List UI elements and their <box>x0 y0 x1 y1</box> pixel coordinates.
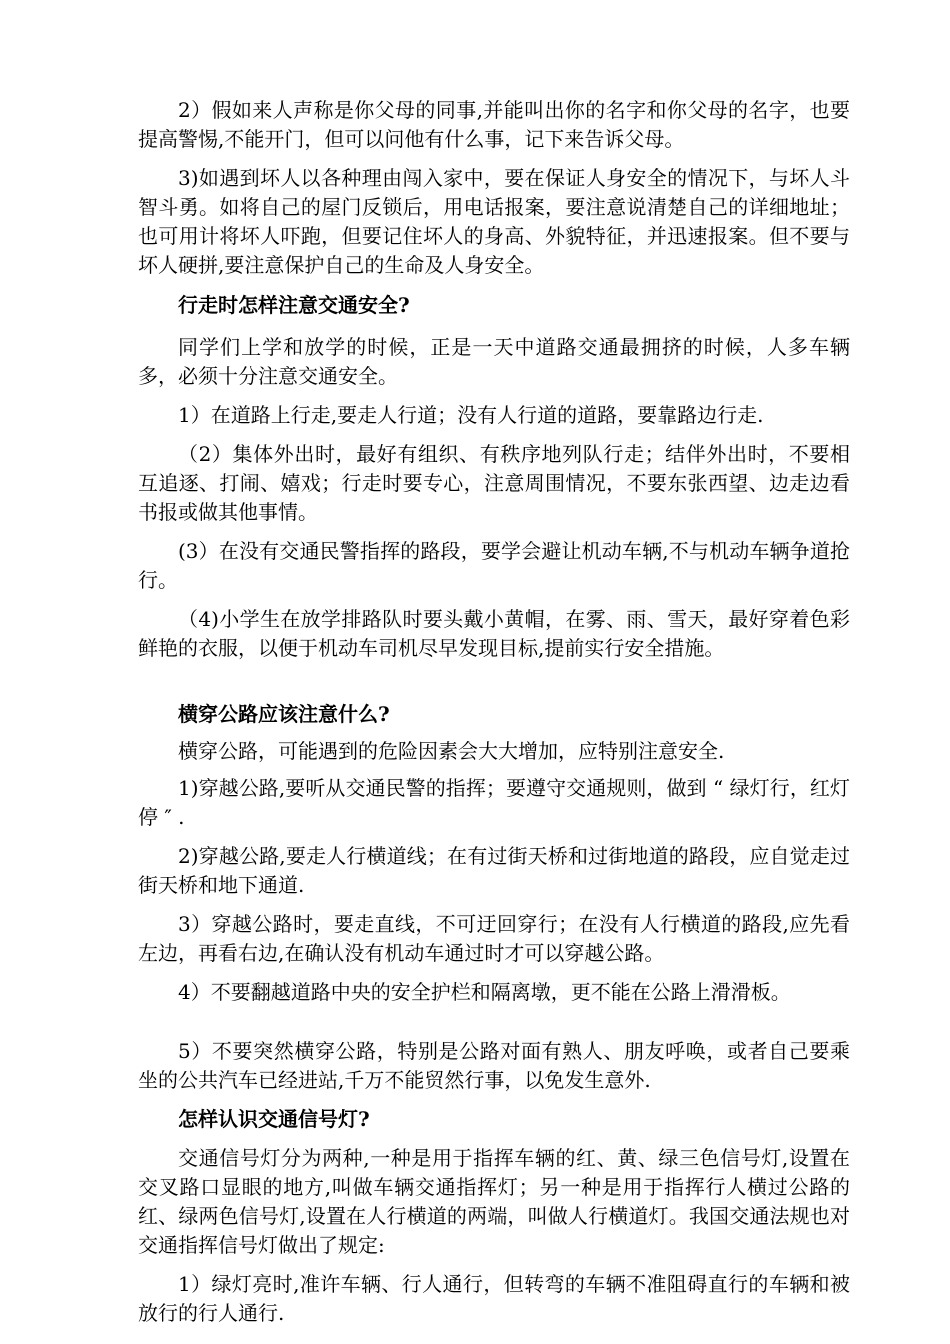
paragraph-use-crosswalk: 2)穿越公路,要走人行横道线；在有过街天桥和过街地道的路段，应自觉走过街天桥和地下通道. <box>138 844 850 897</box>
document-page <box>138 96 850 1328</box>
heading-traffic-lights: 怎样认识交通信号灯? <box>178 1107 370 1131</box>
paragraph-traffic-light-types: 交通信号灯分为两种,一种是用于指挥车辆的红、黄、绿三色信号灯,设置在交叉路口显眼的地方,叫做车辆交通指挥灯；另一种是用于指挥行人横过公路的红、绿两色信号灯,设置在人行横道的两端，叫做人行横道灯。我国交通法规也对交通指挥信号灯做出了规定: <box>138 1146 850 1257</box>
paragraph-walk-sidewalk: 1）在道路上行走,要走人行道；没有人行道的道路，要靠路边行走. <box>178 403 764 427</box>
heading-walking-safety: 行走时怎样注意交通安全? <box>178 293 410 317</box>
paragraph-visitor-claims-colleague: 2）假如来人声称是你父母的同事,并能叫出你的名字和你父母的名字，也要提高警惕,不能开门，但可以问他有什么事，记下来告诉父母。 <box>138 98 850 151</box>
paragraph-avoid-vehicles: (3）在没有交通民警指挥的路段，要学会避让机动车辆,不与机动车辆争道抢行。 <box>138 539 850 592</box>
paragraph-green-light: 1）绿灯亮时,准许车辆、行人通行，但转弯的车辆不准阻碍直行的车辆和被放行的行人通行. <box>138 1272 850 1325</box>
paragraph-walk-straight: 3）穿越公路时，要走直线，不可迂回穿行；在没有人行横道的路段,应先看左边，再看右边,在确认没有机动车通过时才可以穿越公路。 <box>138 912 850 965</box>
paragraph-no-climbing: 4）不要翻越道路中央的安全护栏和隔离墩，更不能在公路上滑滑板。 <box>178 980 791 1004</box>
paragraph-yellow-hat: （4)小学生在放学排路队时要头戴小黄帽，在雾、雨、雪天，最好穿着色彩鲜艳的衣服，以便于机动车司机尽早发现目标,提前实行安全措施。 <box>138 607 850 660</box>
paragraph-no-sudden-crossing: 5）不要突然横穿公路，特别是公路对面有熟人、朋友呼唤，或者自己要乘坐的公共汽车已经进站,千万不能贸然行事，以免发生意外. <box>138 1039 850 1092</box>
paragraph-crossing-danger: 横穿公路，可能遇到的危险因素会大大增加，应特别注意安全. <box>178 739 725 763</box>
paragraph-commute-traffic: 同学们上学和放学的时候，正是一天中道路交通最拥挤的时候，人多车辆多，必须十分注意交通安全。 <box>138 335 850 388</box>
heading-crossing-road: 横穿公路应该注意什么? <box>178 702 390 726</box>
paragraph-follow-police: 1)穿越公路,要听从交通民警的指挥；要遵守交通规则，做到 “ 绿灯行，红灯停 ″ . <box>138 776 850 829</box>
paragraph-group-outing: （2）集体外出时，最好有组织、有秩序地列队行走；结伴外出时，不要相互追逐、打闹、嬉戏；行走时要专心，注意周围情况，不要东张西望、边走边看书报或做其他事情。 <box>138 442 850 524</box>
paragraph-intruder-response: 3)如遇到坏人以各种理由闯入家中，要在保证人身安全的情况下，与坏人斗智斗勇。如将自己的屋门反锁后，用电话报案，要注意说清楚自己的详细地址；也可用计将坏人吓跑，但要记住坏人的身高、外貌特征，并迅速报案。但不要与坏人硬拼,要注意保护自己的生命及人身安全。 <box>138 166 850 277</box>
